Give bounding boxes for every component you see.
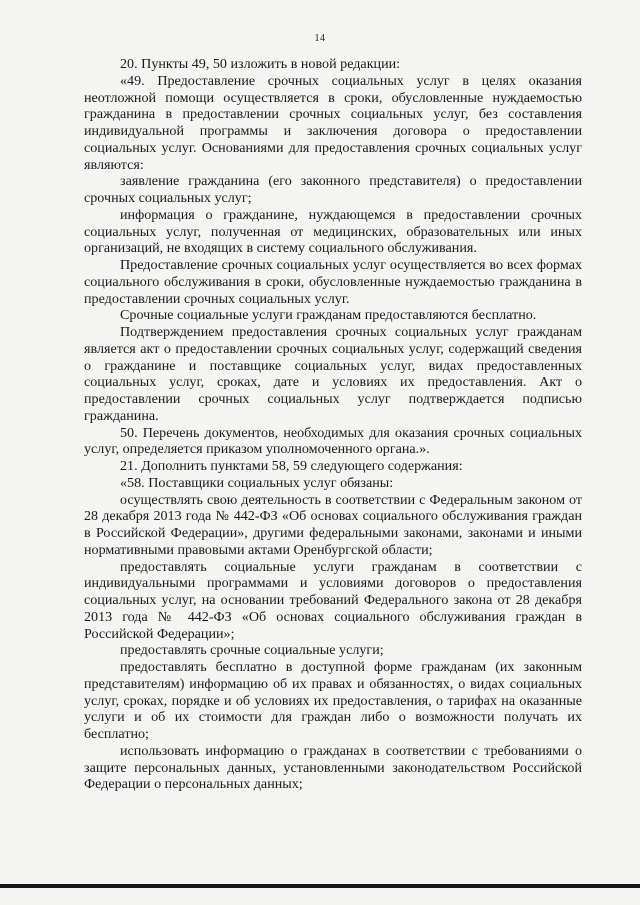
paragraph-item-20: 20. Пункты 49, 50 изложить в новой редакции: — [120, 56, 401, 72]
paragraph-free-of-charge: Срочные социальные услуги гражданам предоставляются бесплатно. — [120, 307, 537, 324]
paragraph-basis-information: информация о гражданине, нуждающемся в предоставлении срочных социальных услуг, полученная от медицинских, образовательных или иных организаций, не входящих в систему социального обслуживания. — [84, 206, 582, 257]
document-body — [84, 56, 582, 793]
paragraph-duty-law-compliance: осуществлять свою деятельность в соответствии с Федеральным законом от 28 декабря 2013 года № 442-ФЗ «Об основах социального обслуживания граждан в Российской Федерации», другими федеральными законами, законами и иными нормативными правовыми актами Оренбургской области; — [84, 491, 582, 558]
paragraph-confirmation-act: Подтверждением предоставления срочных социальных услуг гражданам является акт о предоставлении срочных социальных услуг, содержащий сведения о гражданине и поставщике социальных услуг, видах предоставленных социальных услуг, сроках, дате и условиях их предоставления. Акт о предоставлении срочных социальных услуг подтверждается подписью гражданина. — [84, 324, 582, 424]
paragraph-item-21: 21. Дополнить пунктами 58, 59 следующего содержания: — [120, 458, 463, 474]
page-number: 14 — [314, 33, 326, 44]
paragraph-duty-personal-data: использовать информацию о гражданах в соответствии с требованиями о защите персональных данных, установленными законодательством Российской Федерации о персональных данных; — [84, 742, 582, 793]
paragraph-clause-58: «58. Поставщики социальных услуг обязаны: — [120, 474, 394, 491]
paragraph-forms-of-service: Предоставление срочных социальных услуг осуществляется во всех формах социального обслуживания в сроки, обусловленные нуждаемостью гражданина в предоставлении срочных социальных услуг. — [84, 257, 582, 307]
paragraph-duty-information: предоставлять бесплатно в доступной форме гражданам (их законным представителям) информацию об их правах и обязанностях, о видах социальных услуг, сроках, порядке и об условиях их предоставления, о тарифах на оказанные услуги и об их стоимости для граждан либо о возможности получать их бесплатно; — [84, 659, 582, 742]
paragraph-duty-urgent-services: предоставлять срочные социальные услуги; — [120, 642, 384, 659]
paragraph-clause-50: 50. Перечень документов, необходимых для оказания срочных социальных услуг, определяется приказом уполномоченного органа.». — [84, 424, 582, 458]
scan-bottom-edge — [0, 884, 640, 888]
paragraph-duty-individual-programs: предоставлять социальные услуги гражданам в соответствии с индивидуальными программами и условиями договоров о предоставления социальных услуг, на основании требований Федерального закона от 28 декабря 2013 года № 442-ФЗ «Об основах социального обслуживания граждан в Российской Федерации»; — [84, 558, 582, 642]
paragraph-basis-application: заявление гражданина (его законного представителя) о предоставлении срочных социальных услуг; — [84, 173, 582, 206]
paragraph-clause-49: «49. Предоставление срочных социальных услуг в целях оказания неотложной помощи осуществляется в сроки, обусловленные нуждаемостью гражданина в предоставлении срочных социальных услуг, без составления индивидуальной программы и заключения договора о предоставлении социальных услуг. Основаниями для предоставления срочных социальных услуг являются: — [84, 72, 582, 173]
